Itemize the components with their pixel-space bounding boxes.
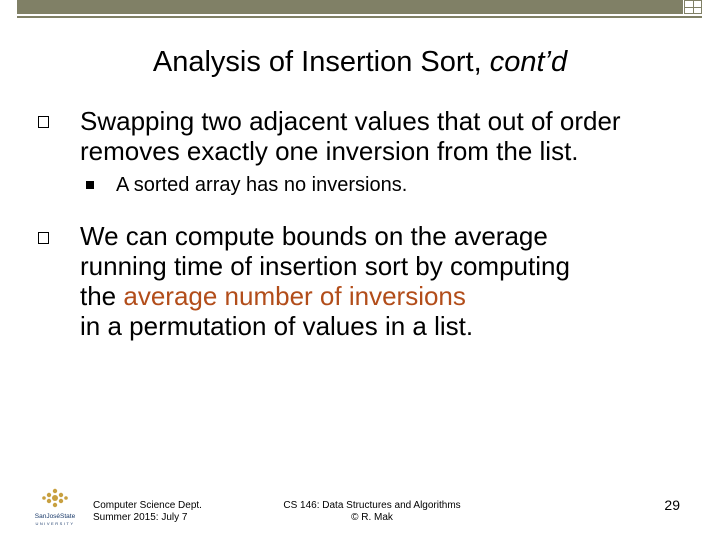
- bullet-2-line-1: We can compute bounds on the average: [80, 221, 548, 251]
- footer-course-line-2: © R. Mak: [351, 512, 393, 523]
- footer-dept-line-1: Computer Science Dept.: [93, 500, 202, 511]
- bullet-2-line-3: [80, 281, 466, 311]
- bullet-2-line-4: in a permutation of values in a list.: [80, 311, 474, 341]
- page-number: 29: [664, 497, 680, 513]
- bullet-square-icon: [38, 116, 49, 128]
- bullet-2-line-2: running time of insertion sort by computing: [80, 251, 570, 281]
- sub-bullet-icon: [86, 181, 94, 189]
- bullet-square-icon: [38, 232, 49, 244]
- bullet-1-line-1: Swapping two adjacent values that out of order: [80, 106, 621, 136]
- header-corner-ornament: [684, 0, 702, 14]
- header-rule: [17, 16, 702, 18]
- bullet-2-line-3-prefix: the: [80, 281, 124, 311]
- logo-text-top: SanJoséState: [34, 513, 76, 520]
- logo-text-bottom: UNIVERSITY: [35, 521, 75, 526]
- highlighted-phrase: average number of inversions: [123, 281, 466, 311]
- slide-title: [0, 44, 720, 80]
- sub-bullet-text: A sorted array has no inversions.: [116, 174, 408, 196]
- university-logo: [30, 486, 80, 526]
- slide-title-main: Analysis of Insertion Sort,: [152, 46, 490, 78]
- slide-title-italic: cont’d: [489, 46, 568, 78]
- footer-course-line-1: CS 146: Data Structures and Algorithms: [283, 500, 461, 511]
- bullet-1-line-2: removes exactly one inversion from the list.: [80, 136, 579, 166]
- header-bar: [17, 0, 683, 14]
- footer-dept-line-2: Summer 2015: July 7: [93, 512, 188, 523]
